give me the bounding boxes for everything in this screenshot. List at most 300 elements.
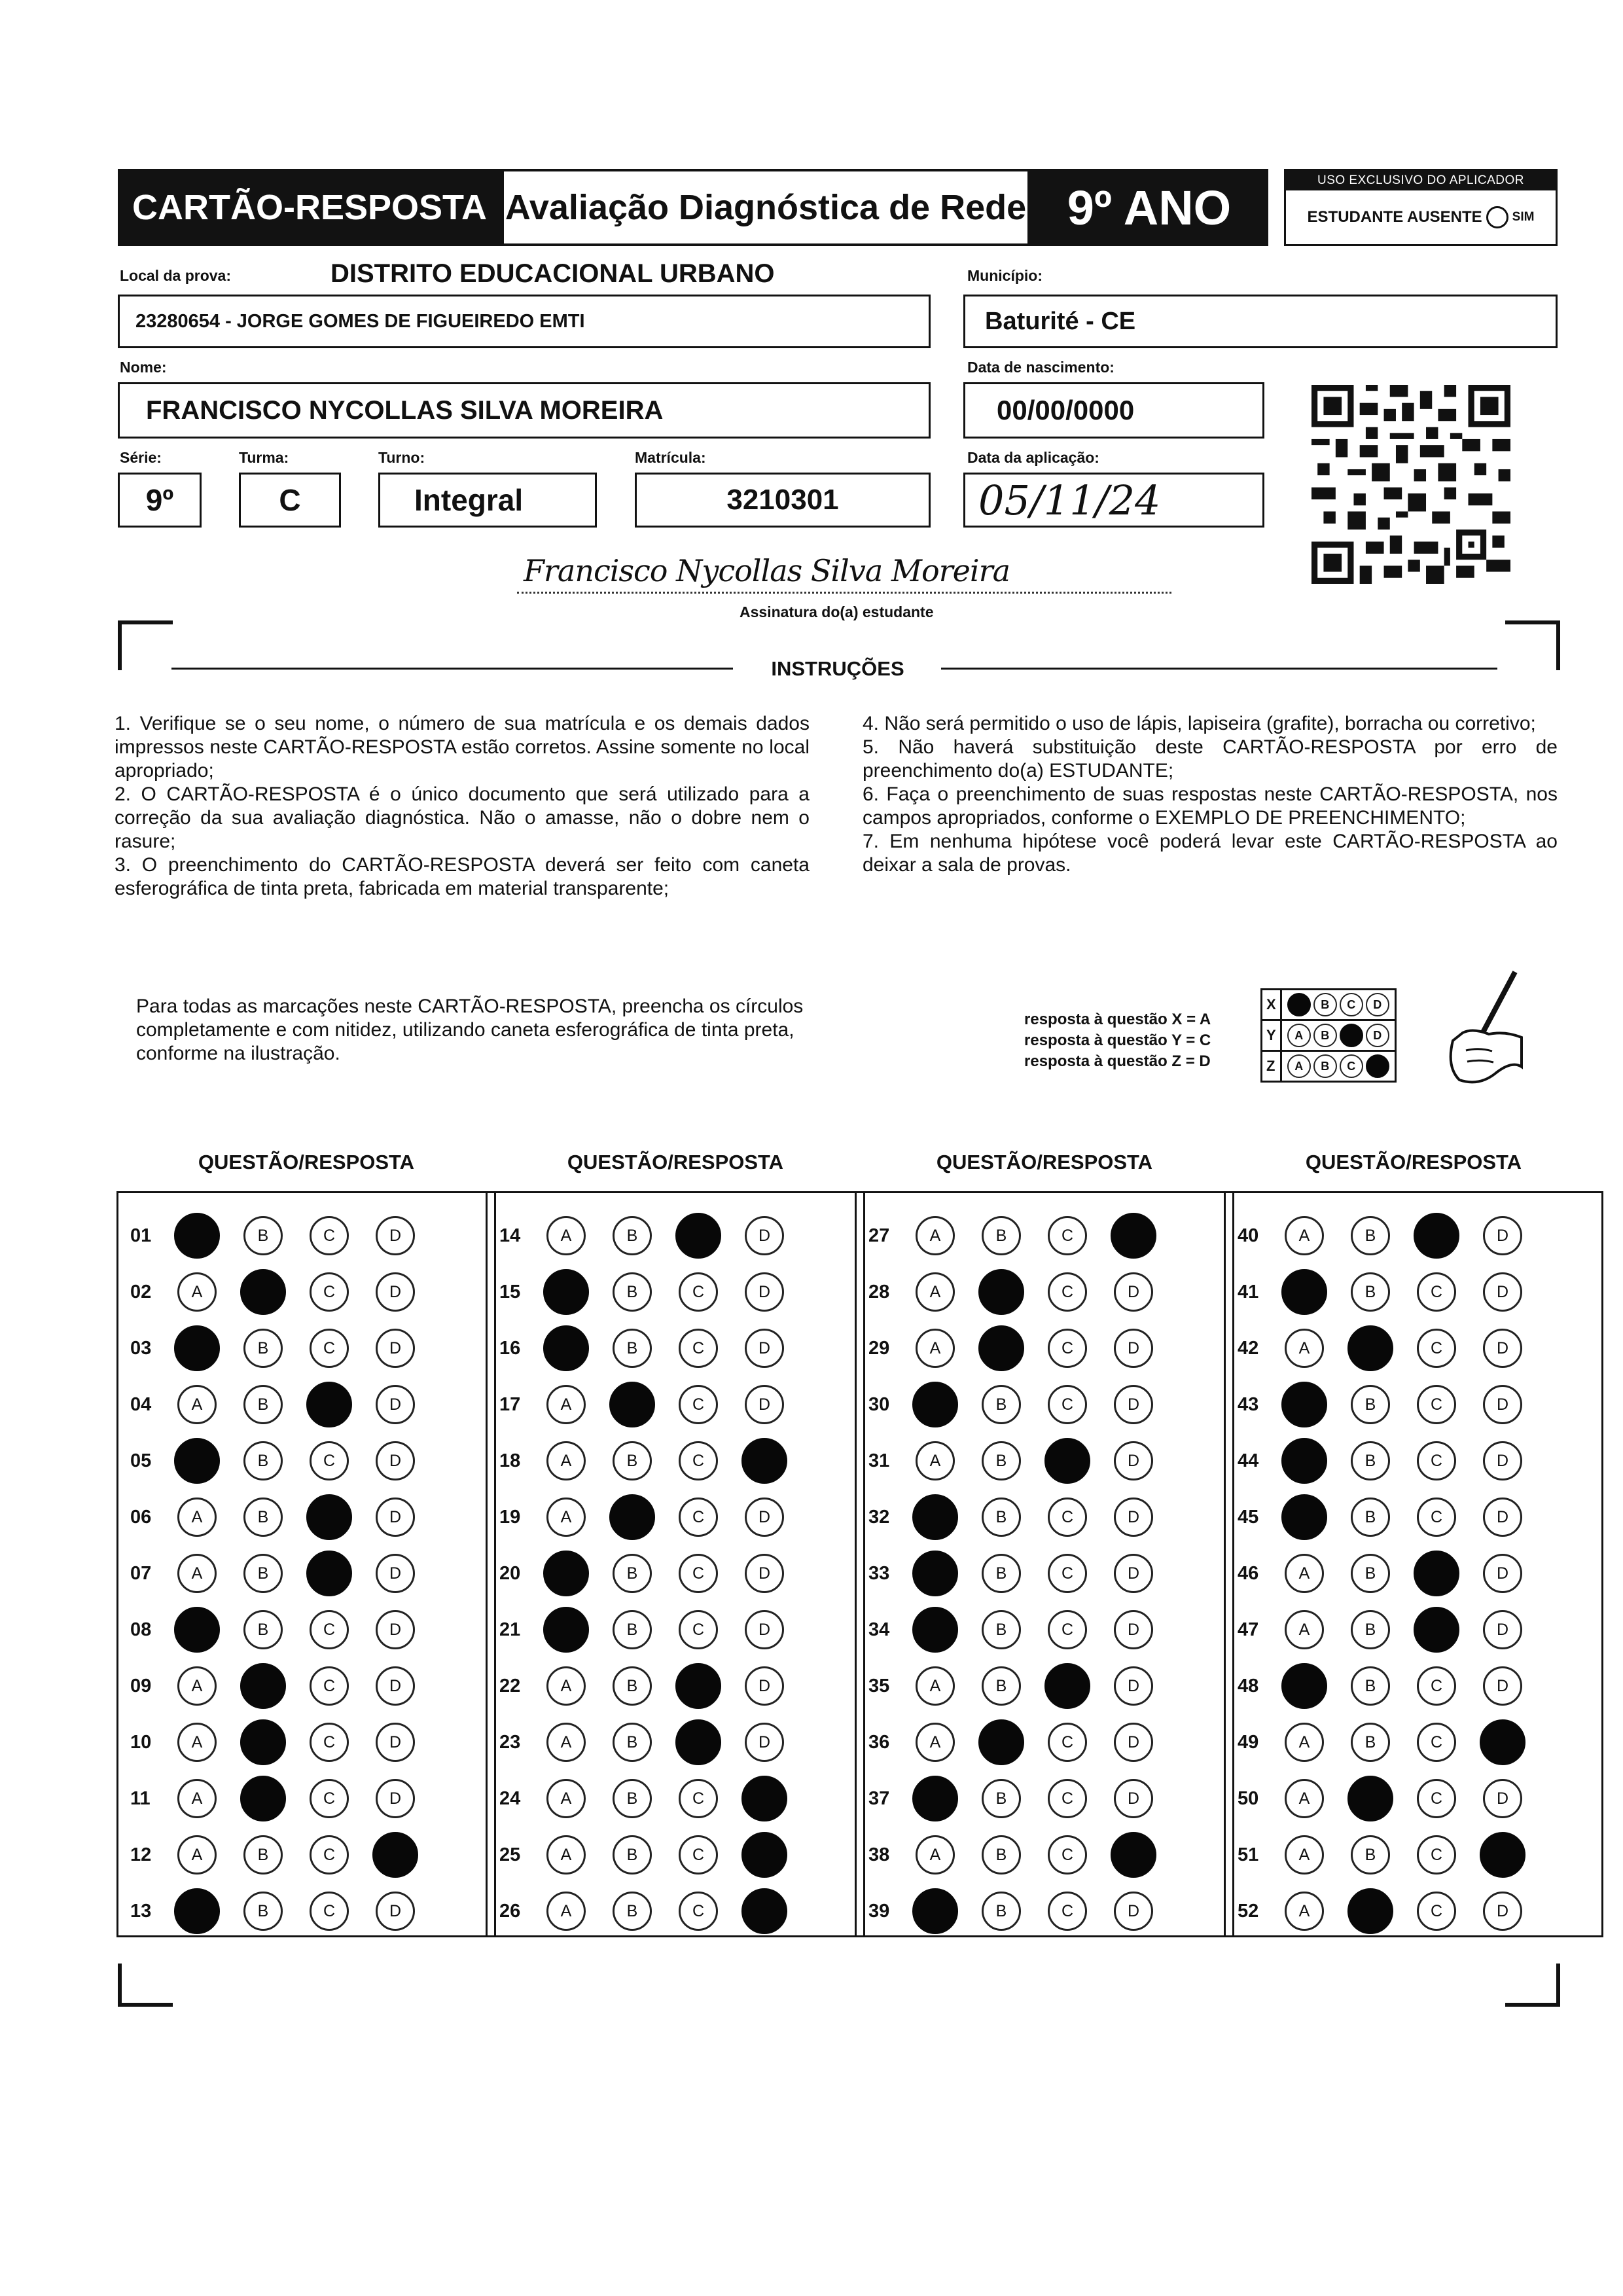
answer-bubble-d[interactable]: D — [1114, 1441, 1153, 1480]
answer-bubble-d[interactable]: D — [376, 1723, 415, 1762]
answer-bubble-d[interactable]: D — [1483, 1610, 1522, 1649]
answer-bubble-a[interactable]: A — [546, 1892, 586, 1931]
answer-column-title: QUESTÃO/RESPOSTA — [1305, 1151, 1522, 1174]
card-title: CARTÃO-RESPOSTA — [118, 169, 501, 246]
answer-bubble-c[interactable]: C — [679, 1329, 718, 1368]
example-bubble-c — [1340, 1024, 1363, 1047]
answer-bubble-d[interactable]: D — [376, 1610, 415, 1649]
answer-bubble-c[interactable]: C — [1417, 1385, 1456, 1424]
corner-mark-top-left — [118, 620, 173, 670]
answer-bubble-c[interactable]: C — [1417, 1892, 1456, 1931]
answer-bubble-d[interactable] — [1111, 1213, 1156, 1259]
answer-bubble-c[interactable]: C — [679, 1554, 718, 1593]
answer-bubble-a[interactable] — [174, 1607, 220, 1653]
answer-bubble-a[interactable] — [912, 1494, 958, 1540]
answer-bubble-a[interactable] — [543, 1325, 589, 1371]
answer-bubble-c[interactable]: C — [1048, 1892, 1087, 1931]
answer-row — [1226, 1607, 1601, 1653]
answer-bubble-d[interactable]: D — [1483, 1779, 1522, 1818]
answer-bubble-b[interactable]: B — [982, 1498, 1021, 1537]
answer-bubble-a[interactable]: A — [546, 1723, 586, 1762]
answer-bubble-c[interactable]: C — [679, 1610, 718, 1649]
answer-bubble-c[interactable]: C — [310, 1835, 349, 1874]
birthdate-label: Data de nascimento: — [967, 359, 1115, 376]
answer-bubble-a[interactable]: A — [916, 1329, 955, 1368]
answer-row — [118, 1382, 494, 1427]
answer-bubble-b[interactable]: B — [1351, 1666, 1390, 1706]
answer-bubble-c[interactable] — [675, 1719, 721, 1765]
answer-bubble-d[interactable]: D — [1483, 1385, 1522, 1424]
signature-label: Assinatura do(a) estudante — [740, 603, 934, 620]
instruction-2: 2. O CARTÃO-RESPOSTA é o único documento que será utilizado para a correção da sua avaliação diagnóstica. Não o amasse, não o dobre nem o rasure; — [115, 783, 810, 852]
answer-bubble-a[interactable] — [1281, 1269, 1327, 1315]
instruction-3: 3. O preenchimento do CARTÃO-RESPOSTA deverá ser feito com caneta esferográfica de tinta preta, fabricada em material transparente; — [115, 854, 810, 899]
answer-bubble-a[interactable] — [1281, 1494, 1327, 1540]
answer-row — [488, 1494, 863, 1540]
answer-bubble-a[interactable]: A — [1285, 1554, 1324, 1593]
answer-row — [857, 1832, 1232, 1878]
answer-bubble-a[interactable]: A — [1285, 1610, 1324, 1649]
answer-bubble-d[interactable] — [741, 1888, 787, 1934]
answer-bubble-b[interactable]: B — [1351, 1272, 1390, 1312]
example-row-bubbles — [1281, 1051, 1395, 1082]
answer-bubble-b[interactable]: B — [982, 1385, 1021, 1424]
answer-bubble-c[interactable]: C — [1417, 1723, 1456, 1762]
answer-bubble-d[interactable]: D — [745, 1272, 784, 1312]
answer-bubble-c[interactable]: C — [1417, 1272, 1456, 1312]
answer-bubble-d[interactable]: D — [745, 1666, 784, 1706]
answer-bubble-b[interactable]: B — [1351, 1610, 1390, 1649]
answer-bubble-d[interactable]: D — [745, 1329, 784, 1368]
answer-bubble-b[interactable]: B — [613, 1216, 652, 1255]
answer-bubble-a[interactable] — [543, 1607, 589, 1653]
answer-bubble-a[interactable]: A — [546, 1835, 586, 1874]
answer-bubble-c[interactable]: C — [1417, 1441, 1456, 1480]
answer-bubble-a[interactable]: A — [177, 1385, 217, 1424]
answer-bubble-d[interactable] — [741, 1438, 787, 1484]
answer-bubble-d[interactable]: D — [376, 1329, 415, 1368]
answer-bubble-b[interactable]: B — [982, 1892, 1021, 1931]
answer-bubble-d[interactable]: D — [1114, 1892, 1153, 1931]
answer-bubble-b[interactable]: B — [613, 1554, 652, 1593]
answer-bubble-b[interactable]: B — [243, 1498, 283, 1537]
question-number: 35 — [868, 1675, 890, 1696]
answer-bubble-d[interactable]: D — [376, 1498, 415, 1537]
answer-bubble-d[interactable]: D — [376, 1216, 415, 1255]
answer-bubble-a[interactable] — [1281, 1663, 1327, 1709]
answer-bubble-d[interactable] — [1480, 1719, 1525, 1765]
question-number: 01 — [130, 1225, 152, 1246]
answer-bubble-d[interactable]: D — [1114, 1779, 1153, 1818]
answer-bubble-c[interactable]: C — [679, 1779, 718, 1818]
answer-row — [118, 1438, 494, 1484]
applicator-only-label: USO EXCLUSIVO DO APLICADOR — [1286, 171, 1556, 190]
answer-bubble-a[interactable]: A — [177, 1779, 217, 1818]
answer-row — [1226, 1494, 1601, 1540]
answer-bubble-d[interactable]: D — [745, 1723, 784, 1762]
answer-bubble-d[interactable]: D — [1483, 1666, 1522, 1706]
answer-bubble-d[interactable]: D — [1114, 1272, 1153, 1312]
answer-column-1 — [116, 1191, 496, 1937]
student-signature: Francisco Nycollas Silva Moreira — [524, 553, 1010, 588]
answer-bubble-d[interactable]: D — [745, 1610, 784, 1649]
question-number: 24 — [499, 1787, 521, 1809]
answer-bubble-d[interactable]: D — [376, 1441, 415, 1480]
answer-bubble-d[interactable]: D — [376, 1892, 415, 1931]
answer-row — [1226, 1719, 1601, 1765]
question-number: 21 — [499, 1619, 521, 1640]
answer-bubble-d[interactable]: D — [745, 1385, 784, 1424]
answer-bubble-b[interactable]: B — [243, 1441, 283, 1480]
answer-bubble-a[interactable]: A — [177, 1723, 217, 1762]
absent-yes-label: SIM — [1512, 210, 1535, 224]
answer-bubble-a[interactable] — [1281, 1382, 1327, 1427]
answer-row — [1226, 1663, 1601, 1709]
answer-bubble-b[interactable]: B — [613, 1441, 652, 1480]
answer-row — [488, 1663, 863, 1709]
answer-bubble-a[interactable] — [174, 1888, 220, 1934]
answer-bubble-d[interactable]: D — [745, 1498, 784, 1537]
answer-bubble-d[interactable]: D — [745, 1216, 784, 1255]
signature-line — [517, 592, 1171, 594]
answer-row — [488, 1832, 863, 1878]
answer-bubble-d[interactable]: D — [1114, 1329, 1153, 1368]
answer-bubble-c[interactable]: C — [679, 1835, 718, 1874]
answer-row — [857, 1888, 1232, 1934]
marking-note: Para todas as marcações neste CARTÃO-RESPOSTA, preencha os círculos completamente e com nitidez, utilizando caneta esferográfica de tinta preta, conforme na ilustração. — [136, 996, 804, 1064]
question-number: 40 — [1238, 1225, 1259, 1246]
answer-bubble-c[interactable] — [306, 1551, 352, 1596]
answer-bubble-c[interactable] — [675, 1663, 721, 1709]
answer-bubble-b[interactable]: B — [613, 1272, 652, 1312]
answer-bubble-c[interactable]: C — [310, 1779, 349, 1818]
answer-bubble-b[interactable]: B — [1351, 1441, 1390, 1480]
answer-bubble-b[interactable]: B — [613, 1610, 652, 1649]
answer-bubble-c[interactable]: C — [310, 1441, 349, 1480]
example-row-label: Y — [1262, 1020, 1281, 1051]
answer-bubble-b[interactable] — [240, 1269, 286, 1315]
answer-bubble-d[interactable]: D — [1483, 1272, 1522, 1312]
answer-bubble-a[interactable]: A — [1285, 1216, 1324, 1255]
answer-bubble-d[interactable]: D — [376, 1272, 415, 1312]
answer-bubble-c[interactable] — [675, 1213, 721, 1259]
answer-bubble-a[interactable]: A — [916, 1272, 955, 1312]
example-row-bubbles — [1281, 990, 1395, 1020]
answer-bubble-b[interactable] — [240, 1719, 286, 1765]
answer-bubble-c[interactable]: C — [1048, 1779, 1087, 1818]
answer-bubble-b[interactable]: B — [243, 1835, 283, 1874]
question-number: 46 — [1238, 1562, 1259, 1584]
answer-row — [118, 1607, 494, 1653]
answer-bubble-c[interactable]: C — [1417, 1498, 1456, 1537]
answer-bubble-a[interactable]: A — [546, 1385, 586, 1424]
answer-bubble-a[interactable] — [912, 1776, 958, 1821]
answer-bubble-c[interactable]: C — [310, 1216, 349, 1255]
answer-bubble-d[interactable]: D — [376, 1779, 415, 1818]
answer-bubble-b[interactable] — [1347, 1776, 1393, 1821]
answer-bubble-d[interactable]: D — [1483, 1892, 1522, 1931]
answer-bubble-c[interactable]: C — [1048, 1723, 1087, 1762]
answer-bubble-c[interactable]: C — [1048, 1610, 1087, 1649]
answer-bubble-c[interactable]: C — [310, 1892, 349, 1931]
answer-bubble-b[interactable]: B — [243, 1554, 283, 1593]
answer-bubble-c[interactable] — [306, 1382, 352, 1427]
answer-column-3 — [855, 1191, 1234, 1937]
answer-bubble-d[interactable] — [1111, 1832, 1156, 1878]
answer-row — [857, 1325, 1232, 1371]
answer-bubble-b[interactable] — [1347, 1888, 1393, 1934]
answer-bubble-d[interactable]: D — [1114, 1723, 1153, 1762]
answer-bubble-a[interactable]: A — [1285, 1329, 1324, 1368]
question-number: 32 — [868, 1506, 890, 1528]
answer-bubble-c[interactable]: C — [310, 1329, 349, 1368]
answer-bubble-a[interactable]: A — [1285, 1779, 1324, 1818]
answer-row — [488, 1551, 863, 1596]
answer-bubble-a[interactable] — [912, 1888, 958, 1934]
answer-bubble-c[interactable] — [306, 1494, 352, 1540]
answer-bubble-b[interactable] — [240, 1776, 286, 1821]
question-number: 45 — [1238, 1506, 1259, 1528]
answer-bubble-a[interactable]: A — [546, 1779, 586, 1818]
answer-bubble-d[interactable]: D — [1483, 1498, 1522, 1537]
birthdate-field: 00/00/0000 — [963, 382, 1264, 439]
question-number: 19 — [499, 1506, 521, 1528]
question-number: 26 — [499, 1900, 521, 1922]
question-number: 51 — [1238, 1844, 1259, 1865]
answer-row — [1226, 1776, 1601, 1821]
answer-bubble-b[interactable]: B — [982, 1666, 1021, 1706]
answer-bubble-d[interactable]: D — [376, 1666, 415, 1706]
answer-bubble-c[interactable] — [1044, 1438, 1090, 1484]
instruction-7: 7. Em nenhuma hipótese você poderá levar este CARTÃO-RESPOSTA ao deixar a sala de provas. — [863, 831, 1558, 876]
answer-bubble-d[interactable]: D — [1114, 1554, 1153, 1593]
name-label: Nome: — [120, 359, 167, 376]
question-number: 13 — [130, 1900, 152, 1922]
question-number: 48 — [1238, 1675, 1259, 1696]
answer-bubble-c[interactable]: C — [1048, 1329, 1087, 1368]
answer-bubble-a[interactable]: A — [916, 1441, 955, 1480]
instructions-heading: INSTRUÇÕES — [771, 657, 904, 680]
answer-bubble-b[interactable] — [609, 1382, 655, 1427]
answer-bubble-a[interactable]: A — [1285, 1723, 1324, 1762]
answer-row — [1226, 1888, 1601, 1934]
answer-bubble-a[interactable] — [912, 1551, 958, 1596]
answer-bubble-c[interactable]: C — [1048, 1385, 1087, 1424]
answer-bubble-a[interactable]: A — [916, 1666, 955, 1706]
example-bubble-a: A — [1287, 1024, 1311, 1047]
answer-bubble-a[interactable]: A — [916, 1835, 955, 1874]
answer-bubble-d[interactable]: D — [1483, 1329, 1522, 1368]
answer-bubble-b[interactable]: B — [613, 1779, 652, 1818]
turno-label: Turno: — [378, 449, 425, 466]
answer-bubble-b[interactable]: B — [243, 1216, 283, 1255]
answer-bubble-b[interactable]: B — [613, 1723, 652, 1762]
answer-bubble-b[interactable]: B — [1351, 1216, 1390, 1255]
turma-field: C — [239, 473, 341, 528]
answer-bubble-c[interactable]: C — [679, 1385, 718, 1424]
answer-bubble-b[interactable] — [240, 1663, 286, 1709]
answer-bubble-d[interactable]: D — [1114, 1498, 1153, 1537]
municipio-field: Baturité - CE — [963, 295, 1558, 348]
answer-bubble-c[interactable]: C — [310, 1610, 349, 1649]
question-number: 39 — [868, 1900, 890, 1922]
instructions-left — [115, 712, 810, 901]
answer-bubble-b[interactable]: B — [243, 1892, 283, 1931]
answer-bubble-d[interactable]: D — [1114, 1610, 1153, 1649]
answer-bubble-b[interactable]: B — [243, 1610, 283, 1649]
answer-bubble-b[interactable]: B — [982, 1779, 1021, 1818]
question-number: 17 — [499, 1393, 521, 1415]
turma-label: Turma: — [239, 449, 289, 466]
answer-bubble-a[interactable]: A — [1285, 1835, 1324, 1874]
answer-bubble-b[interactable]: B — [1351, 1554, 1390, 1593]
answer-bubble-a[interactable]: A — [546, 1216, 586, 1255]
answer-bubble-d[interactable] — [1480, 1832, 1525, 1878]
answer-bubble-a[interactable]: A — [546, 1441, 586, 1480]
answer-bubble-c[interactable]: C — [679, 1498, 718, 1537]
answer-bubble-b[interactable]: B — [982, 1441, 1021, 1480]
question-number: 20 — [499, 1562, 521, 1584]
answer-bubble-c[interactable] — [1414, 1551, 1459, 1596]
answer-bubble-c[interactable]: C — [1048, 1835, 1087, 1874]
answer-bubble-a[interactable]: A — [1285, 1892, 1324, 1931]
answer-bubble-b[interactable]: B — [1351, 1835, 1390, 1874]
answer-row — [488, 1719, 863, 1765]
answer-bubble-b[interactable]: B — [613, 1666, 652, 1706]
answer-bubble-b[interactable] — [1347, 1325, 1393, 1371]
answer-bubble-a[interactable] — [912, 1607, 958, 1653]
answer-bubble-b[interactable] — [978, 1269, 1024, 1315]
answer-bubble-b[interactable]: B — [613, 1329, 652, 1368]
answer-bubble-d[interactable]: D — [745, 1554, 784, 1593]
application-date-label: Data da aplicação: — [967, 449, 1099, 466]
answer-bubble-c[interactable]: C — [679, 1441, 718, 1480]
answer-bubble-a[interactable] — [543, 1269, 589, 1315]
answer-bubble-a[interactable] — [174, 1325, 220, 1371]
answer-row — [857, 1551, 1232, 1596]
answer-row — [488, 1438, 863, 1484]
answer-bubble-a[interactable]: A — [177, 1272, 217, 1312]
answer-bubble-d[interactable]: D — [1483, 1441, 1522, 1480]
answer-bubble-a[interactable] — [174, 1213, 220, 1259]
absent-bubble[interactable] — [1486, 206, 1508, 228]
example-bubble-b: B — [1313, 1054, 1337, 1078]
answer-bubble-c[interactable]: C — [310, 1666, 349, 1706]
answer-bubble-d[interactable]: D — [1114, 1666, 1153, 1706]
answer-bubble-b[interactable]: B — [1351, 1498, 1390, 1537]
question-number: 28 — [868, 1281, 890, 1302]
answer-bubble-d[interactable]: D — [1483, 1554, 1522, 1593]
answer-bubble-d[interactable] — [372, 1832, 418, 1878]
answer-bubble-c[interactable]: C — [1048, 1554, 1087, 1593]
answer-bubble-c[interactable]: C — [310, 1272, 349, 1312]
question-number: 42 — [1238, 1337, 1259, 1359]
question-number: 44 — [1238, 1450, 1259, 1471]
question-number: 07 — [130, 1562, 152, 1584]
question-number: 06 — [130, 1506, 152, 1528]
answer-bubble-c[interactable]: C — [679, 1272, 718, 1312]
instruction-6: 6. Faça o preenchimento de suas respostas neste CARTÃO-RESPOSTA, nos campos apropriados, conforme o EXEMPLO DE PREENCHIMENTO; — [863, 783, 1558, 829]
answer-bubble-a[interactable] — [543, 1551, 589, 1596]
answer-bubble-b[interactable]: B — [613, 1835, 652, 1874]
answer-bubble-b[interactable]: B — [1351, 1723, 1390, 1762]
answer-bubble-d[interactable]: D — [1114, 1385, 1153, 1424]
answer-bubble-d[interactable]: D — [376, 1385, 415, 1424]
answer-bubble-a[interactable]: A — [177, 1835, 217, 1874]
answer-bubble-c[interactable]: C — [1417, 1329, 1456, 1368]
answer-bubble-a[interactable]: A — [546, 1666, 586, 1706]
answer-bubble-a[interactable] — [1281, 1438, 1327, 1484]
question-number: 49 — [1238, 1731, 1259, 1753]
name-field: FRANCISCO NYCOLLAS SILVA MOREIRA — [118, 382, 931, 439]
answer-bubble-a[interactable]: A — [177, 1498, 217, 1537]
answer-bubble-a[interactable]: A — [177, 1554, 217, 1593]
answer-bubble-c[interactable]: C — [679, 1892, 718, 1931]
answer-bubble-a[interactable]: A — [177, 1666, 217, 1706]
question-number: 31 — [868, 1450, 890, 1471]
answer-bubble-c[interactable] — [1414, 1213, 1459, 1259]
answer-bubble-d[interactable] — [741, 1832, 787, 1878]
answer-bubble-c[interactable]: C — [1417, 1779, 1456, 1818]
answer-bubble-b[interactable]: B — [982, 1216, 1021, 1255]
answer-column-4 — [1224, 1191, 1603, 1937]
answer-bubble-d[interactable] — [741, 1776, 787, 1821]
answer-bubble-d[interactable]: D — [1483, 1216, 1522, 1255]
answer-bubble-c[interactable]: C — [1048, 1498, 1087, 1537]
answer-bubble-d[interactable]: D — [376, 1554, 415, 1593]
answer-bubble-a[interactable] — [912, 1382, 958, 1427]
answer-bubble-b[interactable]: B — [1351, 1385, 1390, 1424]
answer-bubble-c[interactable]: C — [1417, 1666, 1456, 1706]
answer-bubble-c[interactable] — [1044, 1663, 1090, 1709]
answer-bubble-b[interactable]: B — [982, 1554, 1021, 1593]
corner-mark-bottom-right — [1505, 1964, 1560, 2007]
answer-bubble-b[interactable]: B — [982, 1610, 1021, 1649]
answer-bubble-c[interactable] — [1414, 1607, 1459, 1653]
answer-bubble-b[interactable]: B — [982, 1835, 1021, 1874]
question-number: 30 — [868, 1393, 890, 1415]
answer-column-title: QUESTÃO/RESPOSTA — [198, 1151, 415, 1174]
example-bubble-d: D — [1366, 1024, 1389, 1047]
example-table — [1260, 988, 1397, 1083]
municipio-label: Município: — [967, 267, 1043, 284]
corner-mark-bottom-left — [118, 1964, 173, 2007]
answer-row — [857, 1607, 1232, 1653]
answer-bubble-c[interactable]: C — [1048, 1272, 1087, 1312]
question-number: 12 — [130, 1844, 152, 1865]
answer-row — [118, 1551, 494, 1596]
answer-bubble-b[interactable]: B — [243, 1329, 283, 1368]
answer-row — [488, 1382, 863, 1427]
question-number: 52 — [1238, 1900, 1259, 1922]
answer-bubble-c[interactable]: C — [310, 1723, 349, 1762]
answer-bubble-b[interactable]: B — [613, 1892, 652, 1931]
school-field: 23280654 - JORGE GOMES DE FIGUEIREDO EMTI — [118, 295, 931, 348]
answer-bubble-b[interactable] — [609, 1494, 655, 1540]
answer-bubble-b[interactable]: B — [243, 1385, 283, 1424]
instructions-right — [863, 712, 1558, 877]
answer-row — [118, 1494, 494, 1540]
answer-bubble-a[interactable]: A — [546, 1498, 586, 1537]
answer-bubble-c[interactable]: C — [1048, 1216, 1087, 1255]
answer-bubble-a[interactable]: A — [916, 1723, 955, 1762]
answer-bubble-a[interactable]: A — [916, 1216, 955, 1255]
answer-bubble-a[interactable] — [174, 1438, 220, 1484]
answer-bubble-b[interactable] — [978, 1325, 1024, 1371]
question-number: 23 — [499, 1731, 521, 1753]
answer-bubble-b[interactable] — [978, 1719, 1024, 1765]
answer-bubble-c[interactable]: C — [1417, 1835, 1456, 1874]
